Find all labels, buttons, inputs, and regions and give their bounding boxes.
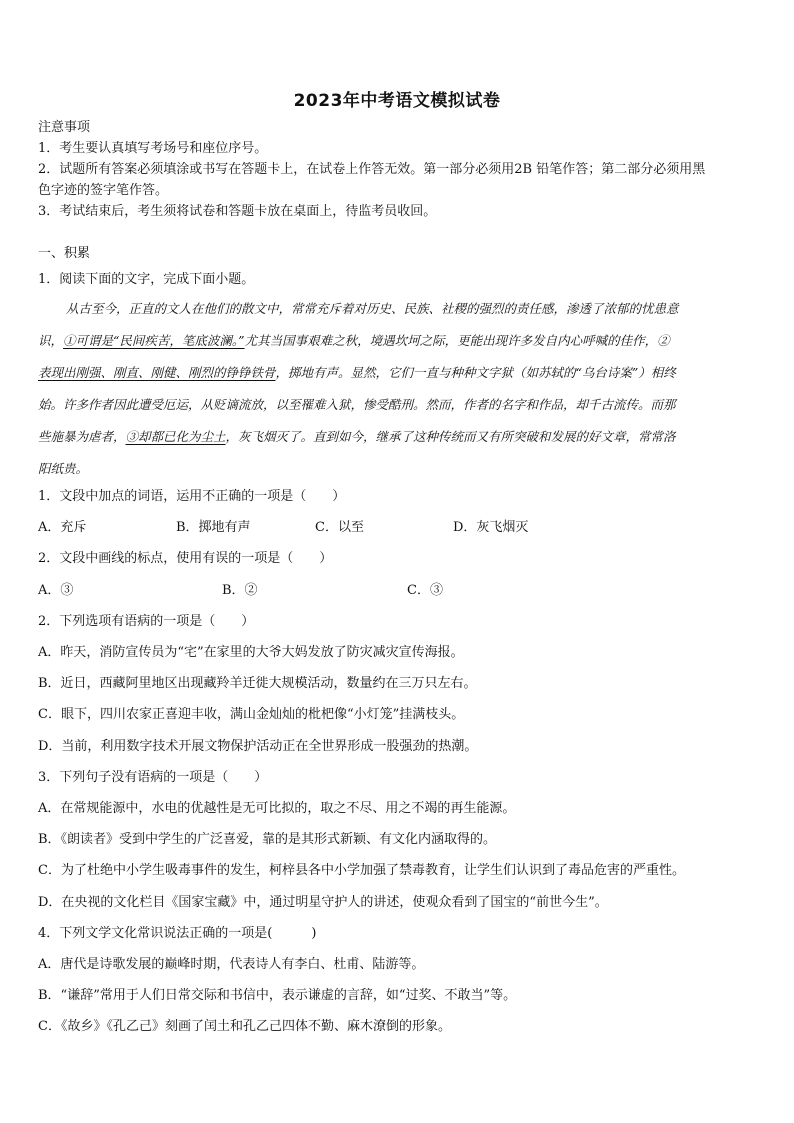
notice-item: 3．考试结束后，考生须将试卷和答题卡放在桌面上，待监考员收回。 (38, 204, 437, 219)
notice-item: 色字迹的签字笔作答。 (38, 183, 169, 198)
passage-text: ，灰飞烟灭了。直到如今，继承了这种传统而又有所突破和发展的好文章，常常洛 (225, 429, 676, 444)
question-stem: 2．文段中画线的标点，使用有误的一项是（ ） (38, 551, 333, 566)
option-a: A．③ (38, 583, 74, 598)
question-stem: 4．下列文学文化常识说法正确的一项是( ) (38, 926, 317, 941)
passage-line (38, 428, 676, 446)
option-b: B．近日，西藏阿里地区出现藏羚羊迁徙大规模活动，数量约在三万只左右。 (38, 676, 477, 691)
option-d: D．当前，利用数字技术开展文物保护活动正在全世界形成一股强劲的热潮。 (38, 739, 478, 754)
underlined-phrase: ①可谓是“民间疾苦，笔底波澜。” (63, 333, 245, 348)
notice-item: 2．试题所有答案必须填涂或书写在答题卡上，在试卷上作答无效。第一部分必须用2B 铅笔作答；第二部分必须用黑 (38, 162, 706, 177)
question-stem: 3．下列句子没有语病的一项是（ ） (38, 770, 268, 785)
option-a: A．在常规能源中，水电的优越性是无可比拟的，取之不尽、用之不竭的再生能源。 (38, 801, 516, 816)
notice-item: 1．考生要认真填写考场号和座位序号。 (38, 141, 268, 156)
option-a: A．唐代是诗歌发展的巅峰时期，代表诗人有李白、杜甫、陆游等。 (38, 957, 425, 972)
option-b: B．② (222, 583, 258, 598)
notice-heading: 注意事项 (38, 120, 91, 135)
section-heading: 一、积累 (38, 246, 91, 261)
underlined-phrase: ③却都已化为尘土 (125, 429, 226, 444)
passage-line (38, 332, 670, 350)
passage-marker: ② (657, 333, 670, 348)
option-d: D．灰飞烟灭 (453, 520, 529, 535)
question-stem: 2．下列选项有语病的一项是（ ） (38, 614, 255, 629)
underlined-phrase: 表现出刚强、刚直、刚健、刚烈的铮铮铁骨 (38, 365, 276, 380)
passage-line: 阳纸贵。 (38, 461, 89, 476)
option-b: B．“谦辞”常用于人们日常交际和书信中，表示谦虚的言辞，如“过奖、不敢当”等。 (38, 988, 517, 1003)
option-d: D．在央视的文化栏目《国家宝藏》中，通过明星守护人的讲述，使观众看到了国宝的“前世今生”。 (38, 895, 608, 910)
page-title: 2023年中考语文模拟试卷 (293, 91, 501, 111)
passage-text: ，掷地有声。显然，它们一直与种种文字狱（如苏轼的“乌台诗案”）相终 (275, 365, 676, 380)
passage-line: 从古至今，正直的文人在他们的散文中，常常充斥着对历史、民族、社稷的强烈的责任感，渗透了浓郁的忧患意 (66, 301, 679, 316)
option-a: A．昨天，消防宣传员为“宅”在家里的大爷大妈发放了防灾减灾宣传海报。 (38, 645, 464, 660)
passage-line: 始。许多作者因此遭受厄运，从贬谪流放，以至罹难入狱，惨受酷刑。然而，作者的名字和作品，却千古流传。而那 (38, 397, 676, 412)
option-c: C．为了杜绝中小学生吸毒事件的发生，柯梓县各中小学加强了禁毒教育，让学生们认识到了毒品危害的严重性。 (38, 863, 685, 878)
passage-text: 些施暴为虐者， (38, 429, 126, 444)
question-stem: 1．文段中加点的词语，运用不正确的一项是（ ） (38, 489, 346, 504)
option-c: C．以至 (315, 520, 364, 535)
option-b: B．掷地有声 (176, 520, 251, 535)
passage-text: 尤其当国事艰难之秋，境遇坎坷之际，更能出现许多发自内心呼喊的佳作， (244, 333, 658, 348)
option-a: A．充斥 (38, 520, 87, 535)
option-c: C．《故乡》《孔乙己》刻画了闰土和孔乙己四体不勤、麻木潦倒的形象。 (38, 1019, 451, 1034)
question-intro: 1．阅读下面的文字，完成下面小题。 (38, 272, 255, 287)
option-c: C．眼下，四川农家正喜迎丰收，满山金灿灿的枇杷像“小灯笼”挂满枝头。 (38, 707, 465, 722)
option-b: B．《朗读者》受到中学生的广泛喜爱，靠的是其形式新颖、有文化内涵取得的。 (38, 832, 497, 847)
passage-line (38, 364, 676, 382)
passage-text: 识， (38, 333, 64, 348)
option-c: C．③ (407, 583, 443, 598)
